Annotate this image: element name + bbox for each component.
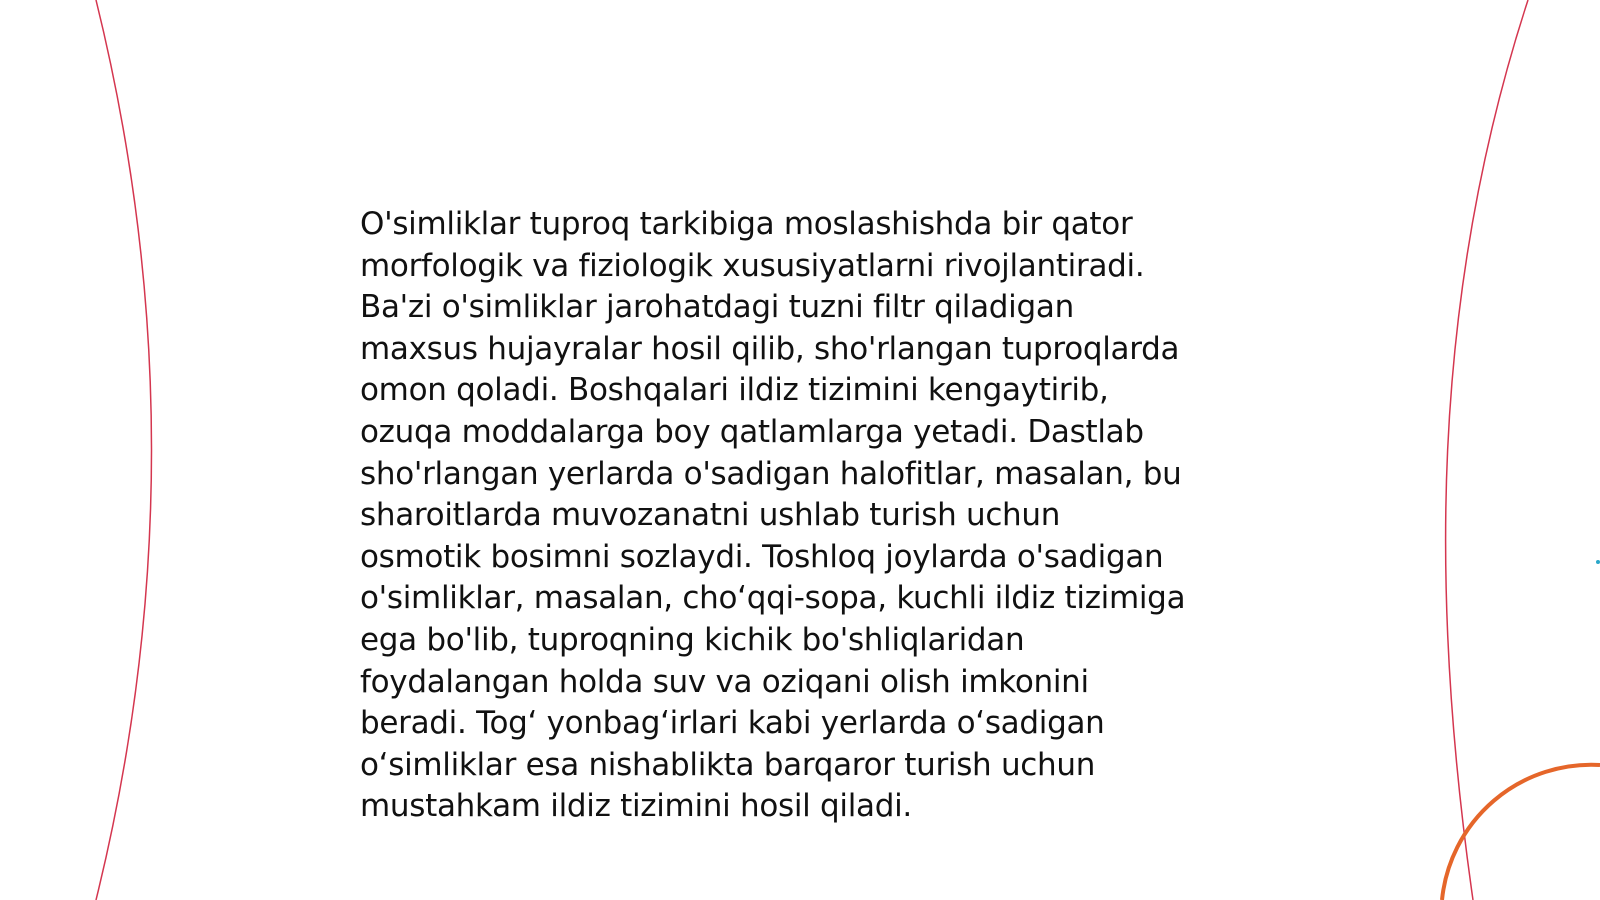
body-paragraph: O'simliklar tuproq tarkibiga moslashishda bir qator morfologik va fiziologik xususiyatlarni rivojlantiradi. Ba'zi o'simliklar jarohatdagi tuzni filtr qiladigan maxsus hujayralar hosil qilib, sho'rlangan tuproqlarda omon qoladi. Boshqalari ildiz tizimini kengaytirib, ozuqa moddalarga boy qatlamlarga yetadi. Dastlab sho'rlangan yerlarda o'sadigan halofitlar, masalan, bu sharoitlarda muvozanatni ushlab turish uchun osmotik bosimni sozlaydi. Toshloq joylarda o'sadigan o'simliklar, masalan, cho‘qqi-sopa, kuchli ildiz tizimiga ega bo'lib, tuproqning kichik bo'shliqlaridan foydalangan holda suv va oziqani olish imkonini beradi. Tog‘ yonbag‘irlari kabi yerlarda o‘sadigan o‘simliklar esa nishablikta barqaror turish uchun mustahkam ildiz tizimini hosil qiladi.	[360, 206, 1186, 825]
left-decorative-curve	[96, 0, 152, 900]
right-decorative-curve	[1446, 0, 1528, 900]
orange-circle-arc	[1442, 765, 1600, 900]
teal-accent-dot	[1596, 560, 1600, 564]
